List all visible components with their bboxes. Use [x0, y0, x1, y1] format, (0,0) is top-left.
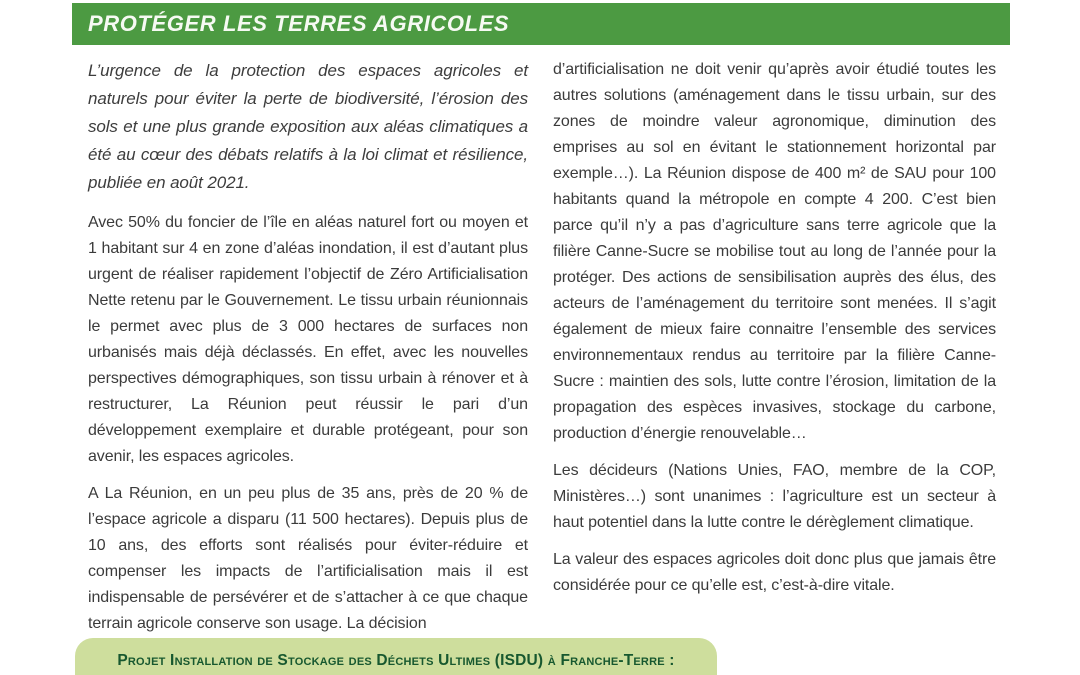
section-title: PROTÉGER LES TERRES AGRICOLES — [88, 11, 510, 36]
left-column — [88, 57, 528, 648]
body-paragraph: d’artificialisation ne doit venir qu’après avoir étudié toutes les autres solutions (aménagement dans le tissu urbain, sur des zones de moindre valeur agronomique, diminution des emprises au sol en évitant le stationnement horizontal par exemple…). La Réunion dispose de 400 m² de SAU pour 100 habitants quand la métropole en compte 4 200. C’est bien parce qu’il n’y a pas d’agriculture sans terre agricole que la filière Canne-Sucre se mobilise tout au long de l’année pour la protéger. Des actions de sensibilisation auprès des élus, des acteurs de l’aménagement du territoire sont menées. Il s’agit également de mieux faire connaitre l’ensemble des services environnementaux rendus au territoire par la filière Canne-Sucre : maintien des sols, lutte contre l’érosion, limitation de la propagation des espèces invasives, stockage du carbone, production d’énergie renouvelable… — [553, 61, 996, 442]
body-paragraph: A La Réunion, en un peu plus de 35 ans, près de 20 % de l’espace agricole a disparu (11 500 hectares). Depuis plus de 10 ans, des efforts sont réalisés pour éviter-réduire et compenser les impacts de l’artificialisation mais il est indispensable de persévérer et de s’attacher à ce que chaque terrain agricole conserve son usage. La décision — [88, 485, 528, 632]
article-body — [88, 57, 996, 648]
body-paragraph: Avec 50% du foncier de l’île en aléas naturel fort ou moyen et 1 habitant sur 4 en zone d’aléas inondation, il est d’autant plus urgent de réaliser rapidement l’objectif de Zéro Artificialisation Nette retenu par le Gouvernement. Le tissu urbain réunionnais le permet avec plus de 3 000 hectares de surfaces non urbanisés mais déjà déclassés. En effet, avec les nouvelles perspectives démographiques, son tissu urbain à rénover et à restructurer, La Réunion peut réussir le pari d’un développement exemplaire et durable protégeant, pour son avenir, les espaces agricoles. — [88, 214, 528, 465]
intro-paragraph: L’urgence de la protection des espaces agricoles et naturels pour éviter la perte de biodiversité, l’érosion des sols et une plus grande exposition aux aléas climatiques a été au cœur des débats relatifs à la loi climat et résilience, publiée en août 2021. — [88, 61, 528, 192]
right-column — [553, 57, 996, 648]
section-header-bar — [72, 3, 1010, 45]
body-paragraph: La valeur des espaces agricoles doit donc plus que jamais être considérée pour ce qu’elle est, c’est-à-dire vitale. — [553, 551, 996, 594]
footer-banner — [75, 638, 717, 675]
body-paragraph: Les décideurs (Nations Unies, FAO, membre de la COP, Ministères…) sont unanimes : l’agriculture est un secteur à haut potentiel dans la lutte contre le dérèglement climatique. — [553, 462, 996, 531]
footer-banner-title: Projet Installation de Stockage des Déchets Ultimes (ISDU) à Franche-Terre : — [117, 652, 675, 669]
